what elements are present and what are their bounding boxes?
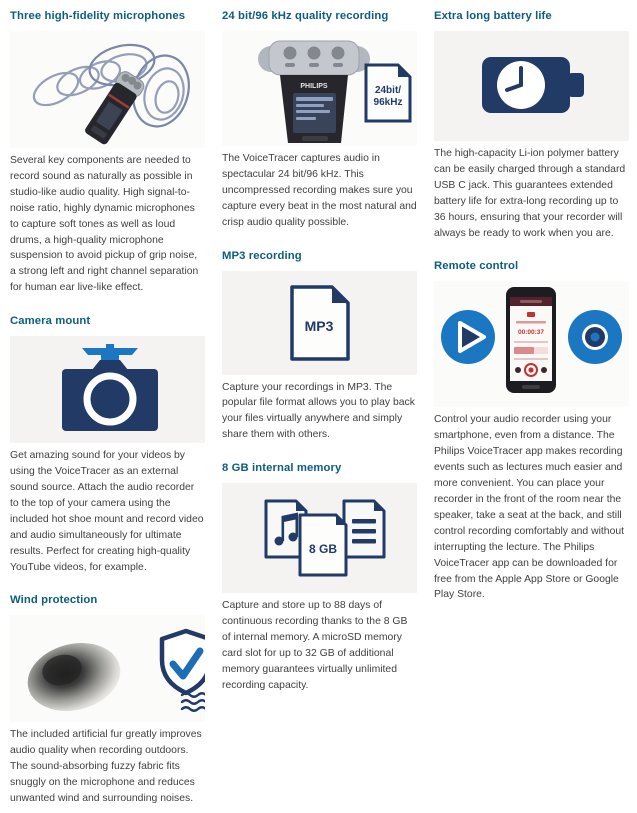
windscreen-and-shield-check-icon — [10, 615, 205, 722]
8gb-document-icon — [300, 515, 346, 575]
memory-description: Capture and store up to 88 days of continuous recording thanks to the 8 GB of internal memory. A microSD memory card slot for up to 32 GB of additional memory guarantees virtually unlimited recording capacity. — [222, 600, 408, 691]
recorder-with-sound-swirls-photo — [10, 31, 205, 148]
recorder-front — [258, 41, 370, 143]
mics-description: Several key components are needed to record sound as naturally as possible in studio-like audio quality. High signal-to-noise ratio, highly dynamic microphones to capture soft tones as well as loud drums, a high-quality microphone suspension to avoid pickup of grip noise, a strong left and right channel separation for human ear live-like effect. — [10, 155, 199, 294]
mics-image-tile — [10, 31, 205, 148]
remote-image-tile — [434, 281, 629, 407]
mics-heading: Three high-fidelity microphones — [10, 10, 186, 22]
camera-image-tile — [10, 336, 205, 443]
quality-badge-document-icon — [366, 65, 410, 121]
camera-heading: Camera mount — [10, 315, 91, 328]
play-phone-record-icon — [434, 281, 629, 407]
wind-lines — [182, 694, 205, 712]
mp3-description: Capture your recordings in MP3. The popular file format allows you to play back your files virtually anywhere and simply share them with others. — [222, 381, 415, 441]
wind-image-tile — [10, 615, 205, 722]
column-2 — [222, 8, 417, 813]
play-button-icon — [441, 310, 495, 364]
app-timer: 00:00:37 — [517, 329, 545, 337]
quality-description: The VoiceTracer captures audio in spectacular 24 bit/96 kHz. This uncompressed recording makes sure you capture every beat in the most natural and crisp audio quality possible. — [222, 153, 417, 228]
camera-description: Get amazing sound for your videos by using the VoiceTracer as an external sound source. Attach the audio recorder to the top of your camera using the included hot shoe mount and record video and audio simultaneously for ultimate results. Perfect for creating high-quality YouTube videos, for example. — [10, 450, 204, 573]
battery-heading: Extra long battery life — [434, 10, 552, 22]
wind-heading: Wind protection — [10, 594, 98, 607]
memory-image-tile — [222, 483, 417, 593]
quality-image-tile — [222, 31, 417, 146]
shield-check — [162, 631, 205, 693]
memory-heading: 8 GB internal memory — [222, 462, 342, 475]
column-3 — [434, 8, 629, 813]
camera-icon — [10, 336, 205, 443]
record-button-icon — [568, 310, 622, 364]
battery-description: The high-capacity Li-ion polymer battery can be easily charged through a standard USB C jack. This guarantees extended battery life for extra-long recording up to 36 hours, ensuring that your recorder will always be ready to work when you are. — [434, 148, 626, 239]
memory-label: 8 GB — [308, 542, 338, 557]
badge-line-1: 24bit/ — [374, 85, 402, 96]
fur-windscreen — [20, 634, 127, 721]
badge-line-2: 96kHz — [373, 97, 403, 108]
mp3-image-tile — [222, 271, 417, 375]
column-1 — [10, 8, 205, 813]
philips-brand-label: PHILIPS — [300, 83, 328, 90]
wind-description: The included artificial fur greatly improves audio quality when recording outdoors. The sound-absorbing fuzzy fabric fits snuggly on the microphone and reduces unwanted wind and surrounding noises. — [10, 729, 202, 805]
mp3-label: MP3 — [304, 317, 334, 334]
battery-image-tile — [434, 31, 629, 141]
documents-with-8gb-icon — [222, 483, 417, 593]
remote-description: Control your audio recorder using your smartphone, even from a distance. The Philips VoiceTracer app makes recording events such as lectures much easier and more convenient. You can place your recorder in the front of the room near the speaker, take a seat at the back, and still control recording comfortably and without interrupting the lecture. The Philips VoiceTracer app can be downloaded for free from the Apple App Store or Google Play Store. — [434, 414, 625, 601]
quality-heading: 24 bit/96 kHz quality recording — [222, 10, 389, 22]
battery-with-clock-icon — [434, 31, 629, 141]
text-document-icon — [344, 501, 384, 557]
mp3-document-icon — [222, 271, 417, 375]
smartphone-with-app — [506, 287, 556, 393]
remote-heading: Remote control — [434, 260, 519, 273]
mp3-heading: MP3 recording — [222, 249, 302, 262]
recorder-photo-with-quality-badge — [222, 31, 417, 146]
